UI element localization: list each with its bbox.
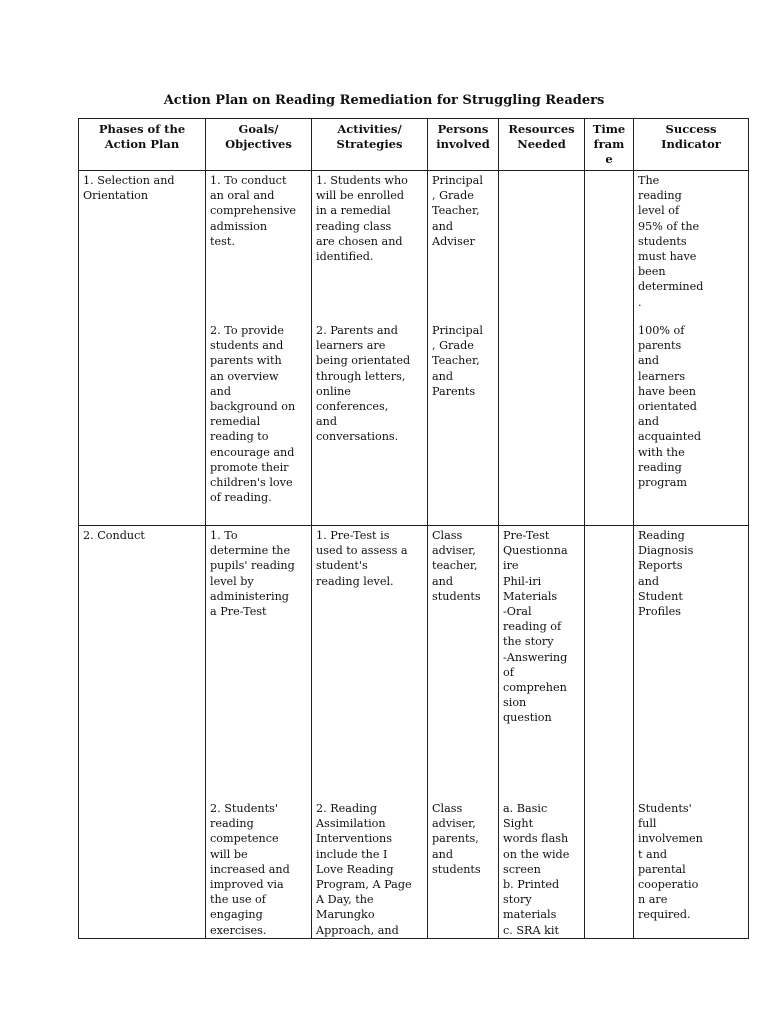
phase-label: 2. Conduct [83,529,145,542]
indicator-cell [634,171,749,526]
persons-item: Principal , Grade Teacher, and Adviser [432,174,483,248]
header-goals [206,119,312,171]
persons-item: Class adviser, parents, and students [432,802,481,876]
indicator-item: The reading level of 95% of the students must have been determined . [638,174,704,309]
persons-cell [428,171,499,526]
indicator-cell [634,526,749,939]
goal-item: 2. To provide students and parents with an overview and background on remedial reading to encourage and promote their children's love of reading. [210,324,296,505]
header-activities-label: Activities/ Strategies [336,122,403,151]
header-persons-label: Persons involved [436,122,490,151]
resources-cell [499,526,585,939]
goal-item: 1. To conduct an oral and comprehensive admission test. [210,174,297,248]
header-success-label: Success Indicator [661,122,721,151]
header-success-indicator [634,119,749,171]
goals-cell [206,526,312,939]
activity-item: 1. Students who will be enrolled in a remedial reading class are chosen and identified. [316,174,408,264]
indicator-item: 100% of parents and learners have been orientated and acquainted with the reading program [638,324,702,490]
header-resources-label: Resources Needed [508,122,575,151]
header-activities [312,119,428,171]
goals-cell [206,171,312,526]
goal-item: 2. Students' reading competence will be increased and improved via the use of engaging exercises. [210,802,290,937]
timeframe-item [589,526,629,528]
indicator-item: Students' full involvemen t and parental cooperatio n are required. [638,802,703,922]
activities-cell [312,171,428,526]
phase-cell [79,526,206,939]
header-timeframe [585,119,634,171]
table-header-row [79,119,749,171]
activity-item: 2. Parents and learners are being orientated through letters, online conferences, and conversations. [316,324,411,444]
timeframe-item [589,171,629,173]
activities-cell [312,526,428,939]
resources-item: a. Basic Sight words flash on the wide screen b. Printed story materials c. SRA kit [503,802,570,937]
header-phases-label: Phases of the Action Plan [98,122,186,151]
table-row [79,526,749,939]
table-row [79,171,749,526]
header-goals-label: Goals/ Objectives [225,122,292,151]
persons-item: Principal , Grade Teacher, and Parents [432,324,483,398]
indicator-item: Reading Diagnosis Reports and Student Profiles [638,529,694,619]
action-plan-table [78,118,749,939]
timeframe-cell [585,526,634,939]
goal-item: 1. To determine the pupils' reading level by administering a Pre-Test [210,529,295,619]
header-resources [499,119,585,171]
resources-item [503,171,580,173]
header-persons [428,119,499,171]
page-title: Action Plan on Reading Remediation for Struggling Readers [163,93,605,108]
activity-item: 1. Pre-Test is used to assess a student's reading level. [316,529,408,588]
activity-item: 2. Reading Assimilation Interventions include the I Love Reading Program, A Page A Day, the Marungko Approach, and [316,802,412,937]
resources-cell [499,171,585,526]
phase-cell [79,171,206,526]
persons-item: Class adviser, teacher, and students [432,529,481,603]
header-phases [79,119,206,171]
phase-label: 1. Selection and Orientation [83,174,175,203]
resources-item: Pre-Test Questionna ire Phil-iri Materials -Oral reading of the story -Answering of comprehen sion question [503,529,568,725]
header-timeframe-label: Time fram e [592,122,626,166]
persons-cell [428,526,499,939]
timeframe-cell [585,171,634,526]
